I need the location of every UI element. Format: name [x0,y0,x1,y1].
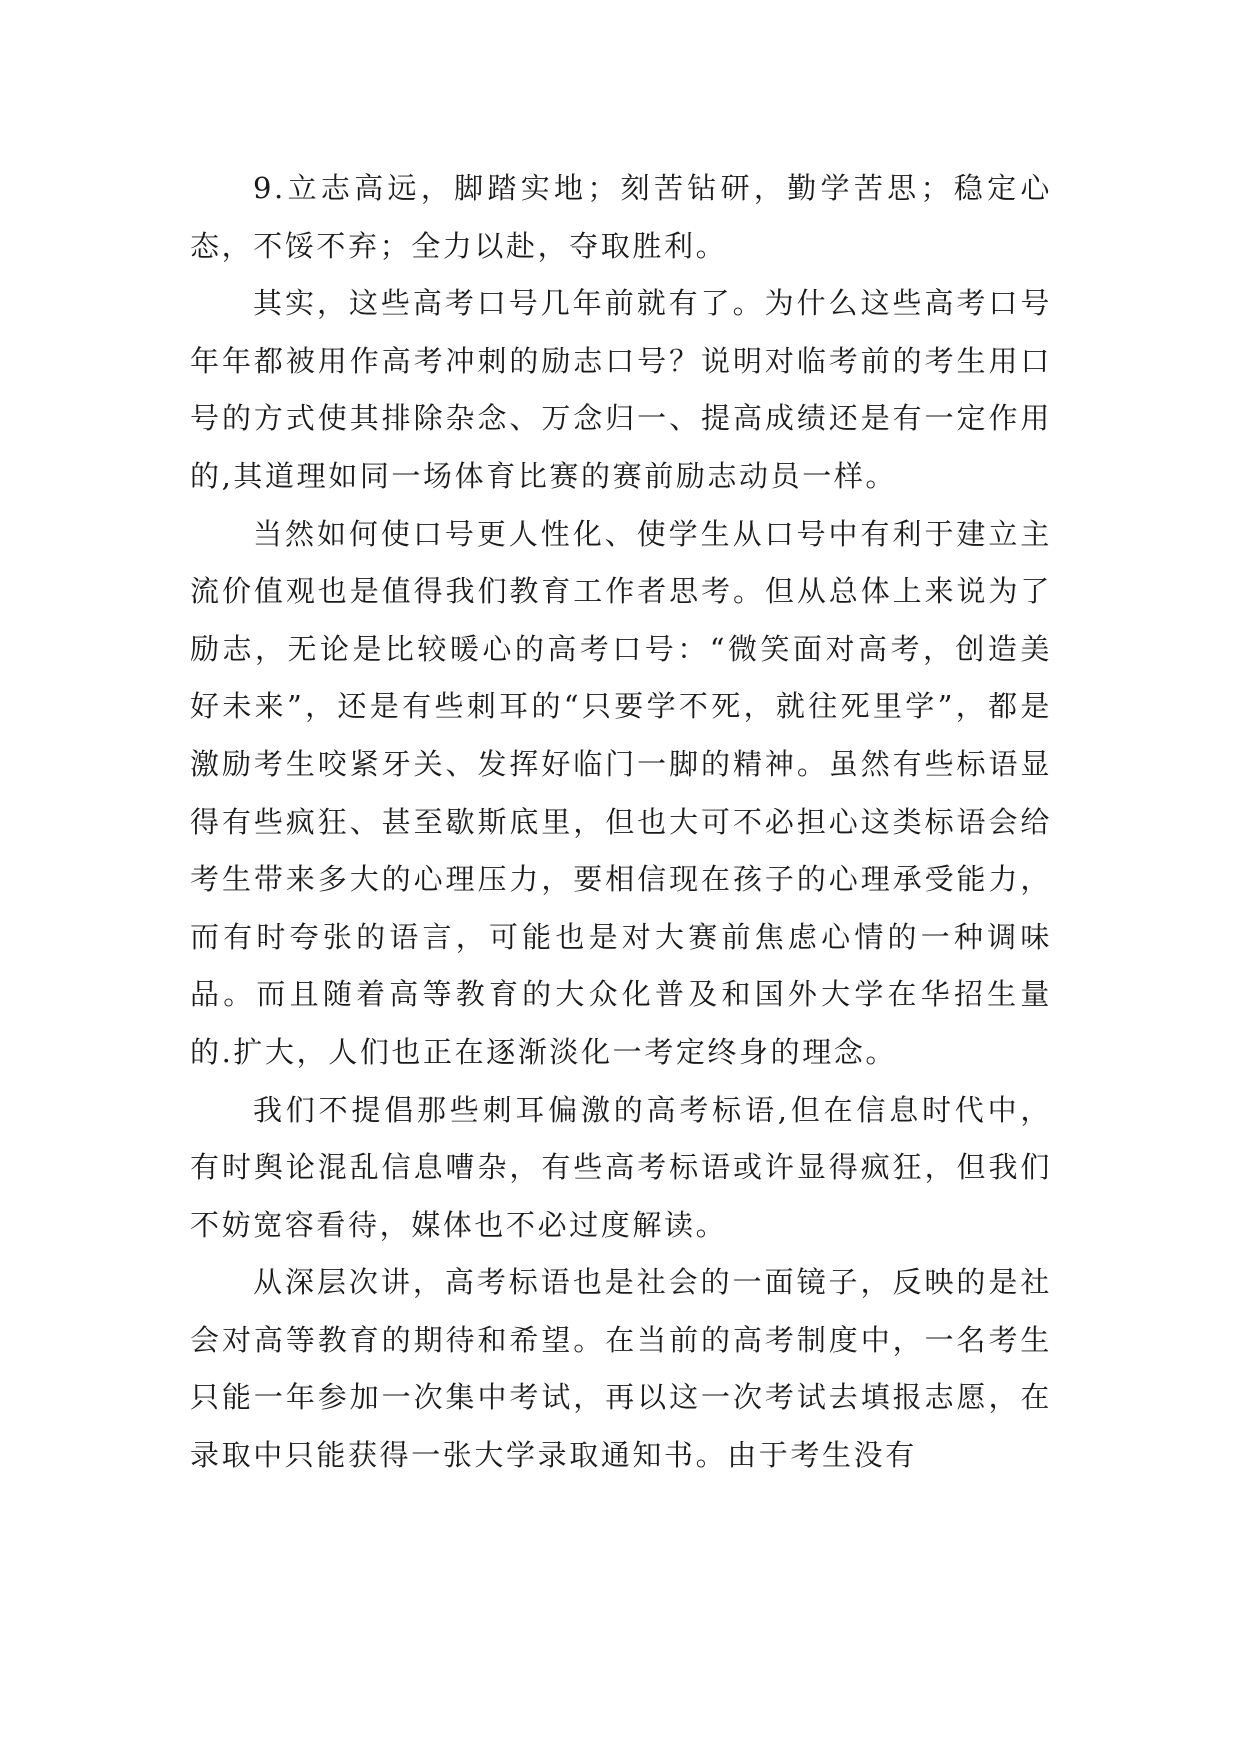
document-body [190,160,1052,1485]
paragraph-slogan-history: 其实，这些高考口号几年前就有了。为什么这些高考口号年年都被用作高考冲刺的励志口号？说明对临考前的考生用口号的方式使其排除杂念、万念归一、提高成绩还是有一定作用的,其道理如同一场体育比赛的赛前励志动员一样。 [190,286,1052,493]
paragraph-humanized-slogans: 当然如何使口号更人性化、使学生从口号中有利于建立主流价值观也是值得我们教育工作者思考。但从总体上来说为了励志，无论是比较暖心的高考口号：“微笑面对高考，创造美好未来”，还是有些刺耳的“只要学不死，就往死里学”，都是激励考生咬紧牙关、发挥好临门一脚的精神。虽然有些标语显得有些疯狂、甚至歇斯底里，但也大可不必担心这类标语会给考生带来多大的心理压力，要相信现在孩子的心理承受能力，而有时夸张的语言，可能也是对大赛前焦虑心情的一种调味品。而且随着高等教育的大众化普及和国外大学在华招生量的.扩大，人们也正在逐渐淡化一考定终身的理念。 [190,516,1052,1069]
paragraph-slogan-9: 9.立志高远，脚踏实地；刻苦钻研，勤学苦思；稳定心态，不馁不弃；全力以赴，夺取胜利。 [190,171,1052,263]
paragraph-tolerance: 我们不提倡那些刺耳偏激的高考标语,但在信息时代中，有时舆论混乱信息嘈杂，有些高考标语或许显得疯狂，但我们不妨宽容看待，媒体也不必过度解读。 [190,1092,1052,1242]
paragraph-social-mirror: 从深层次讲，高考标语也是社会的一面镜子，反映的是社会对高等教育的期待和希望。在当前的高考制度中，一名考生只能一年参加一次集中考试，再以这一次考试去填报志愿，在录取中只能获得一张大学录取通知书。由于考生没有 [190,1265,1052,1473]
